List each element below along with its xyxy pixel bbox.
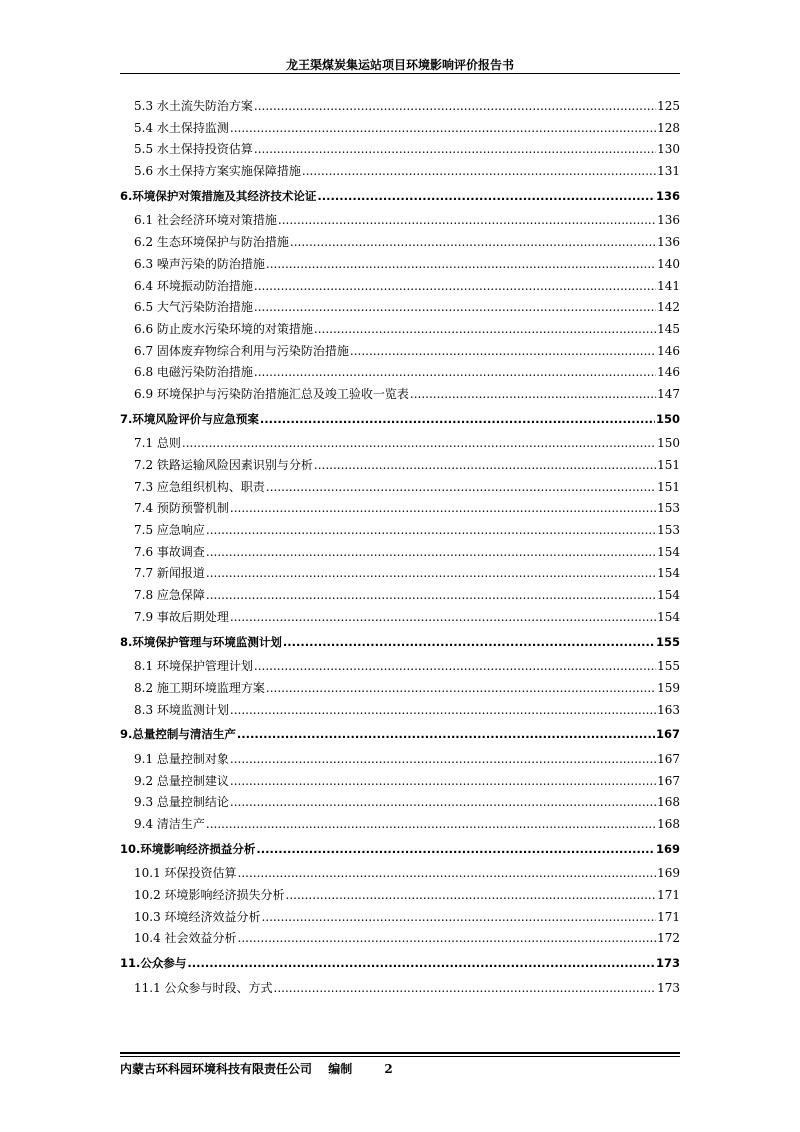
toc-entry-title: 7.1 总则 xyxy=(134,436,181,451)
toc-dot-leader xyxy=(302,161,656,183)
toc-entry-title: 8.3 环境监测计划 xyxy=(134,702,229,717)
toc-dot-leader xyxy=(230,498,656,520)
toc-entry-title: 11.1 公众参与时段、方式 xyxy=(134,980,273,995)
toc-chapter-entry[interactable] xyxy=(120,839,680,861)
toc-dot-leader xyxy=(314,455,656,477)
toc-entry-title: 8.1 环境保护管理计划 xyxy=(134,659,253,674)
toc-entry-page: 130 xyxy=(657,142,680,157)
toc-entry-title: 6.2 生态环境保护与防治措施 xyxy=(134,235,289,250)
toc-section-entry[interactable] xyxy=(120,254,680,276)
toc-entry-page: 136 xyxy=(657,213,680,228)
toc-section-entry[interactable] xyxy=(120,792,680,814)
toc-dot-leader xyxy=(206,563,656,585)
toc-section-entry[interactable] xyxy=(120,341,680,363)
toc-entry-title: 9.4 清洁生产 xyxy=(134,817,205,831)
toc-entry-title: 11.公众参与 xyxy=(120,956,187,971)
toc-entry-title: 7.7 新闻报道 xyxy=(134,566,205,581)
toc-dot-leader xyxy=(256,839,655,861)
toc-entry-page: 163 xyxy=(657,702,680,717)
toc-entry-title: 7.5 应急响应 xyxy=(134,523,205,538)
toc-section-entry[interactable] xyxy=(120,96,680,118)
toc-entry-title: 8.环境保护管理与环境监测计划 xyxy=(120,634,282,649)
toc-entry-page: 125 xyxy=(657,99,680,113)
toc-dot-leader xyxy=(238,928,657,950)
toc-entry-page: 167 xyxy=(657,773,680,788)
toc-entry-title: 10.环境影响经济损益分析 xyxy=(120,841,256,856)
toc-section-entry[interactable] xyxy=(120,863,680,885)
toc-entry-title: 6.6 防止废水污染环境的对策措施 xyxy=(134,321,313,336)
toc-dot-leader xyxy=(254,297,656,319)
toc-entry-title: 7.9 事故后期处理 xyxy=(134,609,229,624)
toc-entry-page: 169 xyxy=(655,841,680,856)
toc-section-entry[interactable] xyxy=(120,656,680,678)
toc-entry-title: 6.1 社会经济环境对策措施 xyxy=(134,213,277,228)
toc-entry-title: 8.2 施工期环境监理方案 xyxy=(134,680,265,695)
toc-entry-page: 151 xyxy=(657,458,680,472)
toc-dot-leader xyxy=(317,186,655,208)
toc-entry-page: 159 xyxy=(657,680,680,695)
toc-entry-page: 172 xyxy=(657,931,680,946)
toc-entry-page: 154 xyxy=(657,544,680,559)
toc-entry-title: 5.5 水土保持投资估算 xyxy=(134,142,253,157)
footer-label: 编制 xyxy=(328,1062,353,1076)
toc-section-entry[interactable] xyxy=(120,607,680,629)
toc-entry-page: 154 xyxy=(657,609,680,624)
toc-entry-page: 128 xyxy=(657,120,680,135)
toc-entry-page: 150 xyxy=(655,411,680,426)
toc-entry-title: 7.6 事故调查 xyxy=(134,544,205,559)
toc-dot-leader xyxy=(274,978,657,1000)
toc-section-entry[interactable] xyxy=(120,297,680,319)
toc-section-entry[interactable] xyxy=(120,477,680,499)
toc-entry-page: 154 xyxy=(657,588,680,603)
toc-section-entry[interactable] xyxy=(120,455,680,477)
toc-entry-title: 6.3 噪声污染的防治措施 xyxy=(134,256,265,271)
toc-section-entry[interactable] xyxy=(120,232,680,254)
toc-entry-page: 171 xyxy=(657,909,680,924)
toc-dot-leader xyxy=(237,724,655,746)
toc-section-entry[interactable] xyxy=(120,319,680,341)
table-of-contents xyxy=(120,96,680,1000)
toc-entry-title: 7.3 应急组织机构、职责 xyxy=(134,479,265,494)
toc-entry-page: 154 xyxy=(657,566,680,581)
toc-entry-page: 150 xyxy=(657,436,680,451)
toc-entry-title: 7.8 应急保障 xyxy=(134,588,205,603)
toc-section-entry[interactable] xyxy=(120,585,680,607)
toc-dot-leader xyxy=(206,814,656,836)
toc-entry-page: 169 xyxy=(657,866,680,881)
toc-dot-leader xyxy=(230,792,656,814)
toc-dot-leader xyxy=(230,607,656,629)
toc-section-entry[interactable] xyxy=(120,542,680,564)
toc-dot-leader xyxy=(266,477,656,499)
toc-section-entry[interactable] xyxy=(120,362,680,384)
footer-rule-thin xyxy=(120,1056,680,1057)
toc-dot-leader xyxy=(286,885,657,907)
toc-entry-page: 168 xyxy=(657,817,680,831)
toc-entry-title: 5.4 水土保持监测 xyxy=(134,120,229,135)
toc-entry-title: 6.5 大气污染防治措施 xyxy=(134,300,253,315)
toc-entry-title: 7.环境风险评价与应急预案 xyxy=(120,411,259,426)
toc-entry-page: 173 xyxy=(655,956,680,971)
toc-section-entry[interactable] xyxy=(120,384,680,406)
toc-entry-page: 151 xyxy=(657,479,680,494)
toc-section-entry[interactable] xyxy=(120,907,680,929)
toc-section-entry[interactable] xyxy=(120,139,680,161)
toc-section-entry[interactable] xyxy=(120,771,680,793)
toc-section-entry[interactable] xyxy=(120,928,680,950)
toc-chapter-entry[interactable] xyxy=(120,632,680,654)
toc-dot-leader xyxy=(230,700,656,722)
toc-entry-page: 171 xyxy=(657,888,680,903)
toc-dot-leader xyxy=(206,585,656,607)
toc-entry-title: 9.总量控制与清洁生产 xyxy=(120,727,236,742)
page-footer xyxy=(120,1060,680,1077)
toc-entry-title: 6.8 电磁污染防治措施 xyxy=(134,365,253,380)
toc-entry-title: 10.4 社会效益分析 xyxy=(134,931,237,946)
toc-dot-leader xyxy=(410,384,656,406)
toc-entry-title: 9.3 总量控制结论 xyxy=(134,795,229,810)
toc-dot-leader xyxy=(206,520,656,542)
toc-entry-page: 140 xyxy=(657,256,680,271)
toc-entry-page: 136 xyxy=(657,235,680,250)
toc-section-entry[interactable] xyxy=(120,814,680,836)
toc-entry-page: 173 xyxy=(657,980,680,995)
toc-entry-title: 7.2 铁路运输风险因素识别与分析 xyxy=(134,458,313,472)
toc-chapter-entry[interactable] xyxy=(120,724,680,746)
toc-entry-page: 167 xyxy=(657,751,680,766)
toc-dot-leader xyxy=(230,771,656,793)
toc-entry-page: 146 xyxy=(657,365,680,380)
toc-entry-title: 9.2 总量控制建议 xyxy=(134,773,229,788)
footer-rule-thick xyxy=(120,1052,680,1054)
toc-chapter-entry[interactable] xyxy=(120,186,680,208)
toc-entry-title: 6.4 环境振动防治措施 xyxy=(134,278,253,293)
toc-dot-leader xyxy=(254,139,656,161)
toc-section-entry[interactable] xyxy=(120,520,680,542)
toc-entry-page: 136 xyxy=(655,188,680,203)
toc-dot-leader xyxy=(278,210,656,232)
toc-entry-title: 5.6 水土保持方案实施保障措施 xyxy=(134,164,301,179)
footer-page-number: 2 xyxy=(384,1062,393,1076)
toc-section-entry[interactable] xyxy=(120,563,680,585)
toc-dot-leader xyxy=(290,232,656,254)
toc-section-entry[interactable] xyxy=(120,678,680,700)
toc-entry-page: 146 xyxy=(657,343,680,358)
toc-section-entry[interactable] xyxy=(120,498,680,520)
toc-entry-title: 10.2 环境影响经济损失分析 xyxy=(134,888,285,903)
toc-entry-page: 167 xyxy=(655,727,680,742)
toc-dot-leader xyxy=(254,656,656,678)
toc-dot-leader xyxy=(254,362,656,384)
toc-entry-title: 9.1 总量控制对象 xyxy=(134,751,229,766)
toc-dot-leader xyxy=(206,542,656,564)
toc-dot-leader xyxy=(262,907,657,929)
toc-dot-leader xyxy=(254,96,656,118)
toc-entry-page: 147 xyxy=(657,386,680,401)
toc-section-entry[interactable] xyxy=(120,885,680,907)
toc-entry-title: 10.1 环保投资估算 xyxy=(134,866,237,881)
toc-dot-leader xyxy=(187,953,655,975)
toc-entry-page: 145 xyxy=(657,321,680,336)
toc-dot-leader xyxy=(266,678,656,700)
toc-dot-leader xyxy=(230,749,656,771)
toc-section-entry[interactable] xyxy=(120,978,680,1000)
header-rule xyxy=(120,73,680,74)
toc-entry-page: 153 xyxy=(657,523,680,538)
toc-entry-page: 141 xyxy=(657,278,680,293)
toc-dot-leader xyxy=(182,433,656,455)
page-header-title: 龙王渠煤炭集运站项目环境影响评价报告书 xyxy=(285,58,514,72)
toc-entry-page: 168 xyxy=(657,795,680,810)
toc-dot-leader xyxy=(254,276,656,298)
toc-section-entry[interactable] xyxy=(120,161,680,183)
toc-entry-page: 155 xyxy=(655,634,680,649)
toc-dot-leader xyxy=(314,319,656,341)
toc-dot-leader xyxy=(283,632,655,654)
toc-entry-page: 153 xyxy=(657,501,680,516)
toc-dot-leader xyxy=(230,118,656,140)
toc-entry-title: 10.3 环境经济效益分析 xyxy=(134,909,261,924)
footer-org: 内蒙古环科园环境科技有限责任公司 xyxy=(120,1062,313,1076)
toc-section-entry[interactable] xyxy=(120,700,680,722)
toc-section-entry[interactable] xyxy=(120,118,680,140)
toc-dot-leader xyxy=(238,863,657,885)
toc-entry-title: 6.7 固体废弃物综合利用与污染防治措施 xyxy=(134,343,349,358)
toc-entry-page: 155 xyxy=(657,659,680,674)
toc-section-entry[interactable] xyxy=(120,433,680,455)
toc-section-entry[interactable] xyxy=(120,210,680,232)
toc-entry-title: 6.9 环境保护与污染防治措施汇总及竣工验收一览表 xyxy=(134,386,409,401)
toc-section-entry[interactable] xyxy=(120,276,680,298)
toc-chapter-entry[interactable] xyxy=(120,409,680,431)
toc-dot-leader xyxy=(350,341,656,363)
toc-dot-leader xyxy=(260,409,655,431)
toc-entry-page: 142 xyxy=(657,300,680,315)
toc-entry-title: 5.3 水土流失防治方案 xyxy=(134,99,253,113)
toc-entry-title: 6.环境保护对策措施及其经济技术论证 xyxy=(120,188,317,203)
toc-entry-title: 7.4 预防预警机制 xyxy=(134,501,229,516)
toc-entry-page: 131 xyxy=(657,164,680,179)
toc-section-entry[interactable] xyxy=(120,749,680,771)
toc-dot-leader xyxy=(266,254,656,276)
toc-chapter-entry[interactable] xyxy=(120,953,680,975)
